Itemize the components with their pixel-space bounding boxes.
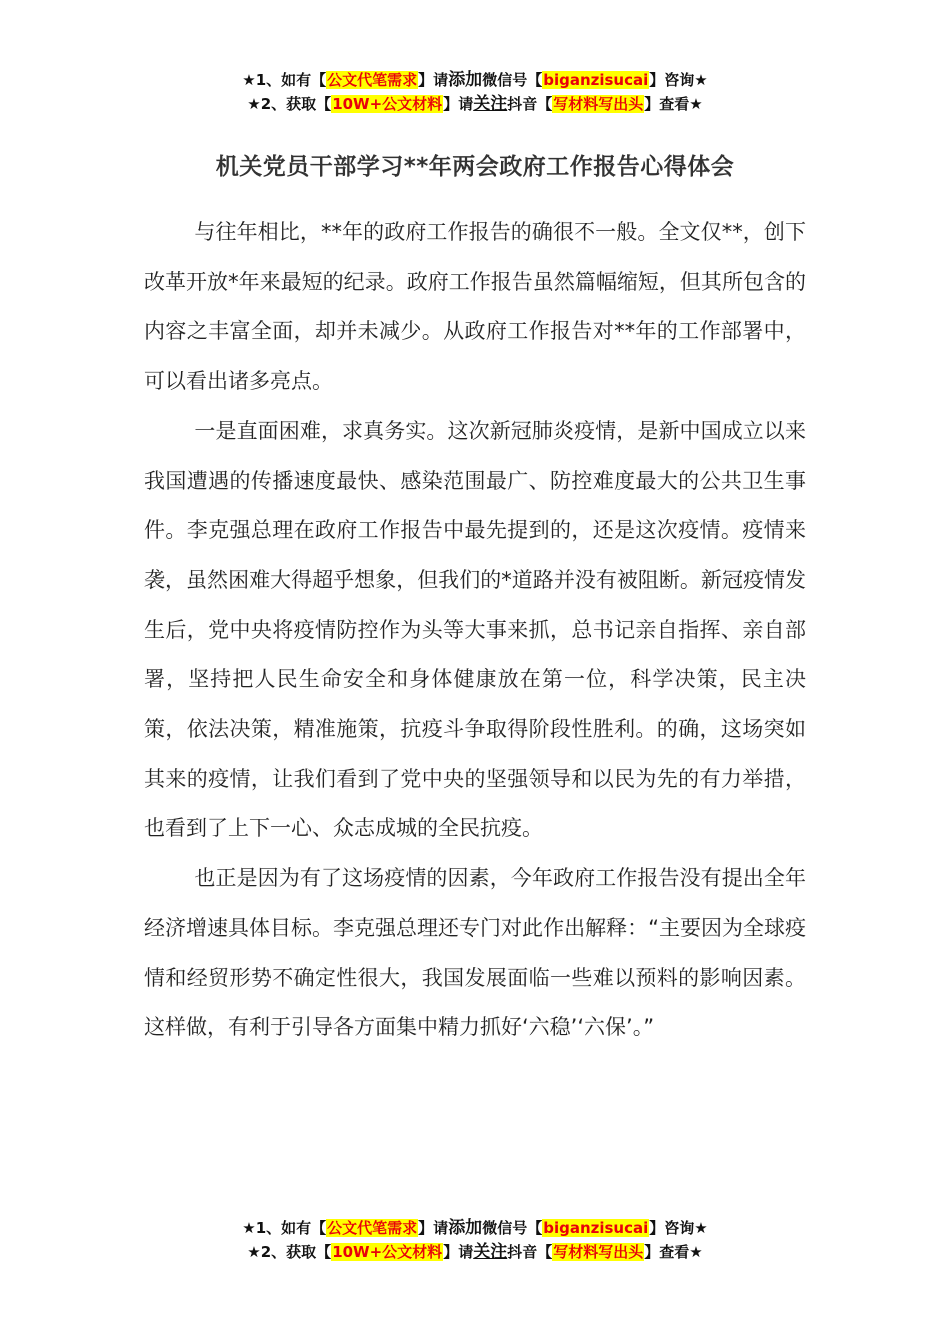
bottom-promo-banner	[0, 1216, 950, 1264]
highlight-douyin-account: 写材料写出头	[553, 1243, 644, 1261]
highlight-materials: 10W+公文材料	[332, 1243, 443, 1261]
highlight-douyin-account: 写材料写出头	[553, 95, 644, 113]
promo-text: ★1、如有【	[242, 71, 327, 89]
top-promo-banner	[0, 68, 950, 116]
promo-emphasis: 关注	[473, 1242, 508, 1262]
promo-text: 】查看★	[644, 95, 703, 113]
promo-line-2	[0, 92, 950, 116]
highlight-wechat-id: biganzisucai	[543, 71, 649, 89]
promo-emphasis: 添加	[448, 1218, 483, 1238]
body-paragraph: 也正是因为有了这场疫情的因素，今年政府工作报告没有提出全年经济增速具体目标。李克强总理还专门对此作出解释：“主要因为全球疫情和经贸形势不确定性很大，我国发展面临一些难以预料的影响因素。这样做，有利于引导各方面集中精力抓好‘六稳’‘六保’。”	[144, 866, 806, 1040]
promo-text: 】咨询★	[649, 1219, 708, 1237]
document-body	[144, 208, 806, 1053]
promo-text: 抖音【	[507, 1243, 553, 1261]
promo-line-2	[0, 1240, 950, 1264]
promo-text: 】请	[443, 1243, 474, 1261]
promo-text: 】请	[418, 1219, 449, 1237]
highlight-materials: 10W+公文材料	[332, 95, 443, 113]
body-paragraph: 一是直面困难，求真务实。这次新冠肺炎疫情，是新中国成立以来我国遭遇的传播速度最快、感染范围最广、防控难度最大的公共卫生事件。李克强总理在政府工作报告中最先提到的，还是这次疫情。疫情来袭，虽然困难大得超乎想象，但我们的*道路并没有被阻断。新冠疫情发生后，党中央将疫情防控作为头等大事来抓，总书记亲自指挥、亲自部署，坚持把人民生命安全和身体健康放在第一位，科学决策，民主决策，依法决策，精准施策，抗疫斗争取得阶段性胜利。的确，这场突如其来的疫情，让我们看到了党中央的坚强领导和以民为先的有力举措，也看到了上下一心、众志成城的全民抗疫。	[144, 418, 806, 841]
promo-line-1	[0, 68, 950, 92]
highlight-wechat-id: biganzisucai	[543, 1219, 649, 1237]
promo-text: ★2、获取【	[247, 95, 332, 113]
body-paragraph: 与往年相比，**年的政府工作报告的确很不一般。全文仅**，创下改革开放*年来最短的纪录。政府工作报告虽然篇幅缩短，但其所包含的内容之丰富全面，却并未减少。从政府工作报告对**年的工作部署中，可以看出诸多亮点。	[144, 220, 806, 394]
promo-text: 微信号【	[482, 1219, 543, 1237]
promo-emphasis: 添加	[448, 70, 483, 90]
promo-text: 】查看★	[644, 1243, 703, 1261]
promo-text: ★2、获取【	[247, 1243, 332, 1261]
promo-text: 】请	[443, 95, 474, 113]
document-title: 机关党员干部学习**年两会政府工作报告心得体会	[215, 154, 735, 180]
promo-text: 】咨询★	[649, 71, 708, 89]
promo-text: 微信号【	[482, 71, 543, 89]
promo-line-1	[0, 1216, 950, 1240]
promo-text: 抖音【	[507, 95, 553, 113]
promo-text: ★1、如有【	[242, 1219, 327, 1237]
promo-emphasis: 关注	[473, 94, 508, 114]
highlight-service: 公文代笔需求	[327, 71, 418, 89]
highlight-service: 公文代笔需求	[327, 1219, 418, 1237]
promo-text: 】请	[418, 71, 449, 89]
